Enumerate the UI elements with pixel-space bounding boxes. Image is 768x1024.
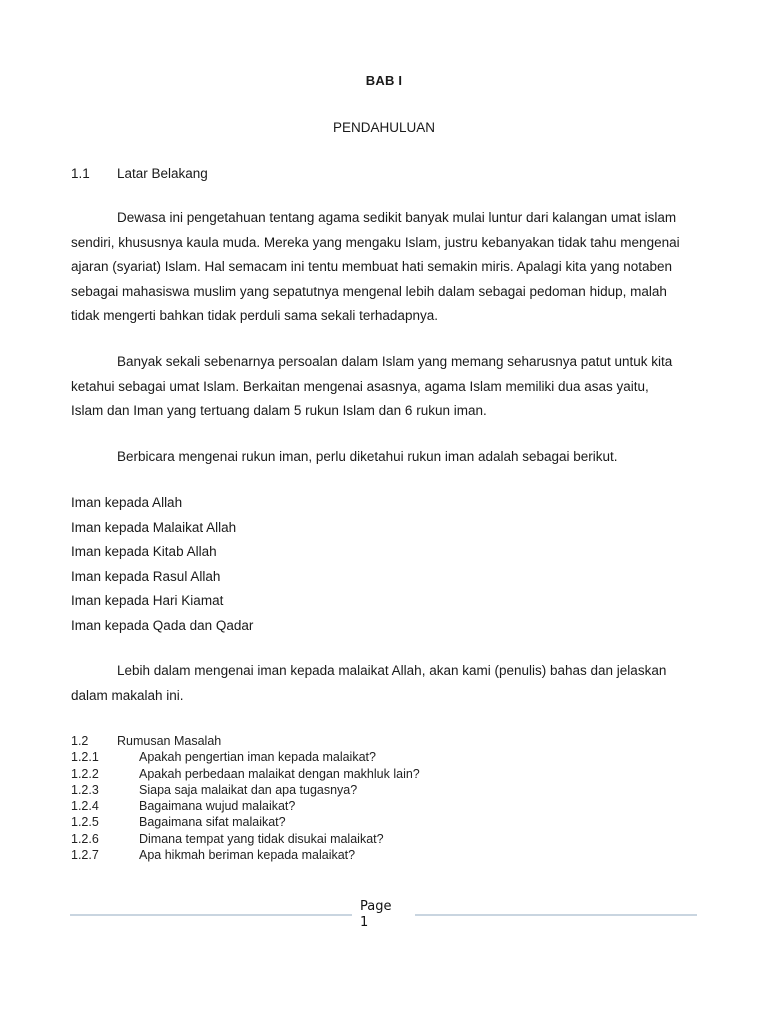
item-text: Bagaimana sifat malaikat? bbox=[139, 815, 286, 830]
page-label: Page bbox=[360, 899, 392, 914]
list-item: Iman kepada Hari Kiamat bbox=[71, 593, 224, 609]
rumusan-masalah-section bbox=[71, 733, 420, 863]
paragraph-latar-belakang-2 bbox=[71, 350, 697, 424]
text-line: tidak mengerti bahkan tidak perduli sama sekali terhadapnya. bbox=[71, 308, 438, 323]
section-heading-rumusan-masalah bbox=[71, 733, 420, 749]
text-line: dalam makalah ini. bbox=[71, 687, 184, 703]
list-item bbox=[71, 814, 420, 830]
section-label: Rumusan Masalah bbox=[117, 734, 222, 748]
list-item bbox=[71, 782, 420, 798]
list-item: Iman kepada Allah bbox=[71, 495, 183, 510]
chapter-heading: BAB I bbox=[365, 73, 403, 88]
paragraph-latar-belakang-1 bbox=[71, 206, 697, 329]
item-number: 1.2.3 bbox=[71, 782, 99, 797]
text-line: ketahui sebagai umat Islam. Berkaitan mengenai asasnya, agama Islam memiliki dua asas yaitu, bbox=[71, 378, 649, 394]
item-text: Bagaimana wujud malaikat? bbox=[139, 799, 296, 814]
item-number: 1.2.5 bbox=[71, 815, 99, 830]
text-line: ajaran (syariat) Islam. Hal semacam ini tentu membuat hati semakin miris. Apalagi kita yang notaben bbox=[71, 259, 673, 274]
footer-rule-left bbox=[70, 914, 352, 916]
page-number-footer bbox=[360, 899, 391, 931]
text-line: Berbicara mengenai rukun iman, perlu diketahui rukun iman adalah sebagai berikut. bbox=[117, 449, 618, 464]
item-text: Apakah pengertian iman kepada malaikat? bbox=[139, 750, 376, 765]
item-number: 1.2.7 bbox=[71, 848, 99, 863]
page-number: 1 bbox=[360, 915, 369, 930]
chapter-title: PENDAHULUAN bbox=[332, 120, 436, 135]
item-number: 1.2.2 bbox=[71, 766, 99, 781]
list-item bbox=[71, 831, 420, 847]
list-item bbox=[71, 798, 420, 814]
list-item: Iman kepada Qada dan Qadar bbox=[71, 617, 254, 633]
item-text: Siapa saja malaikat dan apa tugasnya? bbox=[139, 782, 358, 797]
text-line: Lebih dalam mengenai iman kepada malaikat Allah, akan kami (penulis) bahas dan jelaskan bbox=[117, 663, 667, 678]
section-number: 1.2 bbox=[71, 734, 89, 748]
item-text: Dimana tempat yang tidak disukai malaikat? bbox=[139, 831, 384, 846]
text-line: Islam dan Iman yang tertuang dalam 5 rukun Islam dan 6 rukun iman. bbox=[71, 403, 487, 418]
list-item: Iman kepada Kitab Allah bbox=[71, 544, 217, 560]
text-line: sebagai mahasiswa muslim yang sepatutnya mengenal lebih dalam sebagai pedoman hidup, malah bbox=[71, 283, 667, 299]
item-number: 1.2.4 bbox=[71, 799, 99, 814]
paragraph-malaikat-intro bbox=[71, 659, 697, 708]
item-text: Apakah perbedaan malaikat dengan makhluk lain? bbox=[139, 766, 420, 781]
rukun-iman-list bbox=[71, 491, 253, 639]
list-item: Iman kepada Malaikat Allah bbox=[71, 519, 237, 535]
item-number: 1.2.1 bbox=[71, 750, 99, 765]
list-item bbox=[71, 766, 420, 782]
text-line: Banyak sekali sebenarnya persoalan dalam Islam yang memang seharusnya patut untuk kita bbox=[117, 354, 673, 369]
section-heading-latar-belakang: Latar Belakang bbox=[117, 166, 208, 181]
paragraph-rukun-iman-intro bbox=[71, 445, 697, 470]
list-item bbox=[71, 847, 420, 863]
list-item bbox=[71, 749, 420, 765]
footer-rule-right bbox=[415, 914, 697, 916]
text-line: sendiri, khususnya kaula muda. Mereka yang mengaku Islam, justru kebanyakan tidak tahu mengenai bbox=[71, 234, 680, 250]
item-number: 1.2.6 bbox=[71, 831, 99, 846]
item-text: Apa hikmah beriman kepada malaikat? bbox=[139, 848, 356, 863]
text-line: Dewasa ini pengetahuan tentang agama sedikit banyak mulai luntur dari kalangan umat islam bbox=[117, 210, 677, 225]
list-item: Iman kepada Rasul Allah bbox=[71, 568, 221, 584]
section-number: 1.1 bbox=[71, 166, 90, 181]
